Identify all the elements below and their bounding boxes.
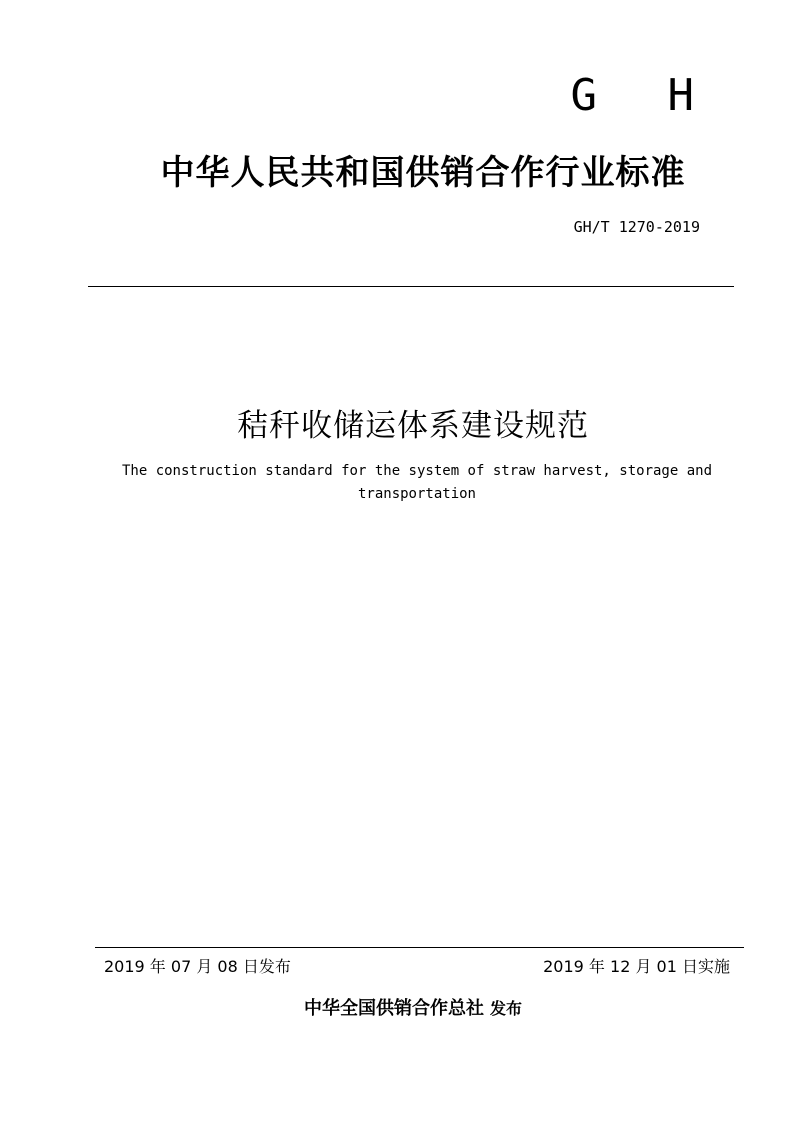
document-title: 秸秆收储运体系建设规范 (237, 408, 589, 444)
document-subtitle-en: The construction standard for the system of straw harvest, storage and transportation (121, 463, 712, 502)
publisher-line (0, 998, 800, 1020)
standard-code: GH/T 1270-2019 (573, 218, 700, 236)
category-mark: G H (570, 70, 716, 121)
top-divider (88, 286, 734, 287)
release-date: 2019 年 07 月 08 日发布 (104, 957, 291, 976)
effective-date: 2019 年 12 月 01 日实施 (543, 957, 730, 976)
publisher-name: 中华全国供销合作总社 (303, 998, 484, 1019)
bottom-divider (95, 947, 744, 948)
standard-title: 中华人民共和国供销合作行业标准 (160, 153, 686, 193)
publisher-verb: 发布 (489, 999, 522, 1018)
